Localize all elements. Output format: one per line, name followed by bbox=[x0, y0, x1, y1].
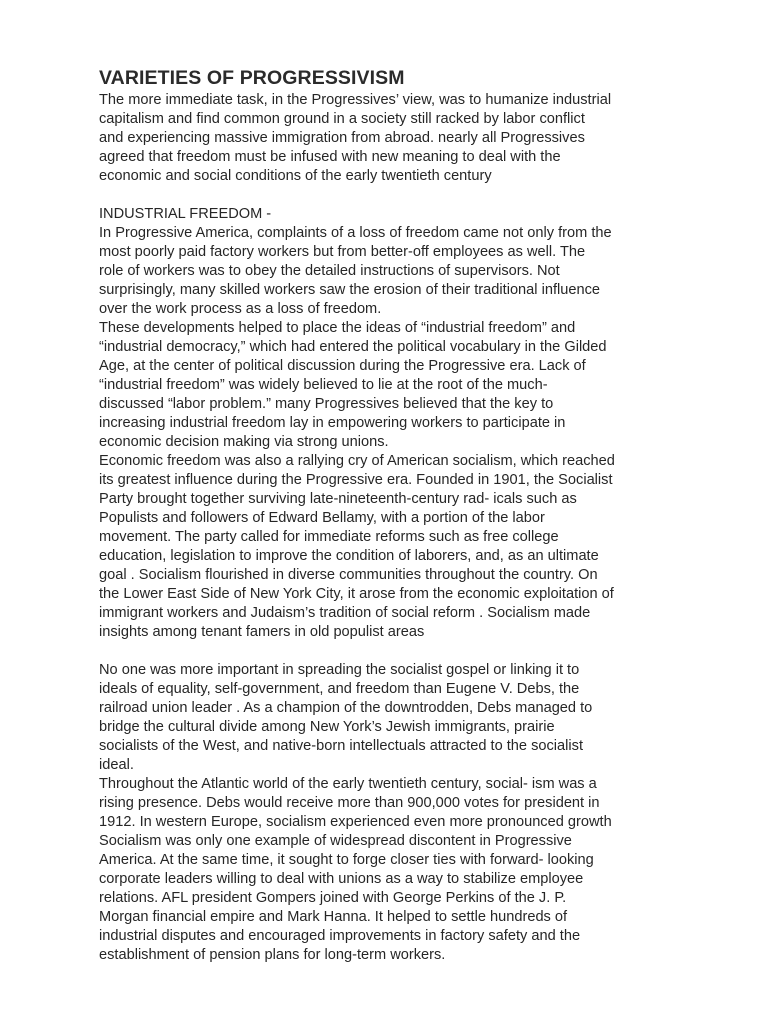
document-page bbox=[99, 66, 679, 965]
paragraph bbox=[99, 661, 679, 965]
text-line: corporate leaders willing to deal with unions as a way to stabilize employee bbox=[99, 871, 584, 887]
text-line: In Progressive America, complaints of a loss of freedom came not only from the bbox=[99, 225, 612, 241]
text-line: immigrant workers and Judaism’s tradition of social reform . Socialism made bbox=[99, 605, 591, 621]
text-line: These developments helped to place the ideas of “industrial freedom” and bbox=[99, 320, 576, 336]
text-line: economic decision making via strong unions. bbox=[99, 434, 389, 450]
text-line: increasing industrial freedom lay in empowering workers to participate in bbox=[99, 415, 566, 431]
text-line: most poorly paid factory workers but from better-off employees as well. The bbox=[99, 244, 586, 260]
text-line: insights among tenant famers in old populist areas bbox=[99, 624, 425, 640]
text-line: establishment of pension plans for long-term workers. bbox=[99, 947, 446, 963]
text-line: 1912. In western Europe, socialism experienced even more pronounced growth bbox=[99, 814, 612, 830]
text-line: goal . Socialism flourished in diverse communities throughout the country. On bbox=[99, 567, 598, 583]
text-line: Economic freedom was also a rallying cry of American socialism, which reached bbox=[99, 453, 615, 469]
text-line: Age, at the center of political discussion during the Progressive era. Lack of bbox=[99, 358, 586, 374]
text-line: ideals of equality, self-government, and freedom than Eugene V. Debs, the bbox=[99, 681, 580, 697]
text-line: industrial disputes and encouraged improvements in factory safety and the bbox=[99, 928, 581, 944]
text-line: movement. The party called for immediate reforms such as free college bbox=[99, 529, 559, 545]
text-line: Party brought together surviving late-nineteenth-century rad- icals such as bbox=[99, 491, 577, 507]
text-line: surprisingly, many skilled workers saw the erosion of their traditional influence bbox=[99, 282, 601, 298]
text-line: rising presence. Debs would receive more than 900,000 votes for president in bbox=[99, 795, 600, 811]
text-line: Morgan financial empire and Mark Hanna. It helped to settle hundreds of bbox=[99, 909, 568, 925]
text-line: Throughout the Atlantic world of the early twentieth century, social- ism was a bbox=[99, 776, 597, 792]
text-line: the Lower East Side of New York City, it arose from the economic exploitation of bbox=[99, 586, 614, 602]
text-line: education, legislation to improve the condition of laborers, and, as an ultimate bbox=[99, 548, 599, 564]
paragraph-spacer bbox=[99, 642, 679, 661]
text-line: Socialism was only one example of widespread discontent in Progressive bbox=[99, 833, 572, 849]
text-line: discussed “labor problem.” many Progressives believed that the key to bbox=[99, 396, 554, 412]
text-line: bridge the cultural divide among New York’s Jewish immigrants, prairie bbox=[99, 719, 555, 735]
text-line: ideal. bbox=[99, 757, 134, 773]
text-line: relations. AFL president Gompers joined with George Perkins of the J. P. bbox=[99, 890, 567, 906]
text-line: No one was more important in spreading the socialist gospel or linking it to bbox=[99, 662, 580, 678]
document-body bbox=[99, 91, 679, 965]
text-line: its greatest influence during the Progressive era. Founded in 1901, the Socialist bbox=[99, 472, 613, 488]
text-line: socialists of the West, and native-born intellectuals attracted to the socialist bbox=[99, 738, 584, 754]
text-line: capitalism and find common ground in a society still racked by labor conflict bbox=[99, 111, 585, 127]
text-line: economic and social conditions of the early twentieth century bbox=[99, 168, 492, 184]
text-line: and experiencing massive immigration from abroad. nearly all Progressives bbox=[99, 130, 585, 146]
text-line: agreed that freedom must be infused with new meaning to deal with the bbox=[99, 149, 561, 165]
text-line: role of workers was to obey the detailed instructions of supervisors. Not bbox=[99, 263, 560, 279]
text-line: over the work process as a loss of freedom. bbox=[99, 301, 382, 317]
text-line: “industrial democracy,” which had entered the political vocabulary in the Gilded bbox=[99, 339, 607, 355]
document-title: VARIETIES OF PROGRESSIVISM bbox=[99, 67, 405, 89]
text-line: America. At the same time, it sought to forge closer ties with forward- looking bbox=[99, 852, 594, 868]
text-line: Populists and followers of Edward Bellamy, with a portion of the labor bbox=[99, 510, 545, 526]
paragraph bbox=[99, 91, 679, 186]
text-line: “industrial freedom” was widely believed to lie at the root of the much- bbox=[99, 377, 548, 393]
text-line: The more immediate task, in the Progressives’ view, was to humanize industrial bbox=[99, 92, 612, 108]
paragraph bbox=[99, 205, 679, 642]
text-line: INDUSTRIAL FREEDOM - bbox=[99, 206, 272, 222]
paragraph-spacer bbox=[99, 186, 679, 205]
text-line: railroad union leader . As a champion of the downtrodden, Debs managed to bbox=[99, 700, 593, 716]
